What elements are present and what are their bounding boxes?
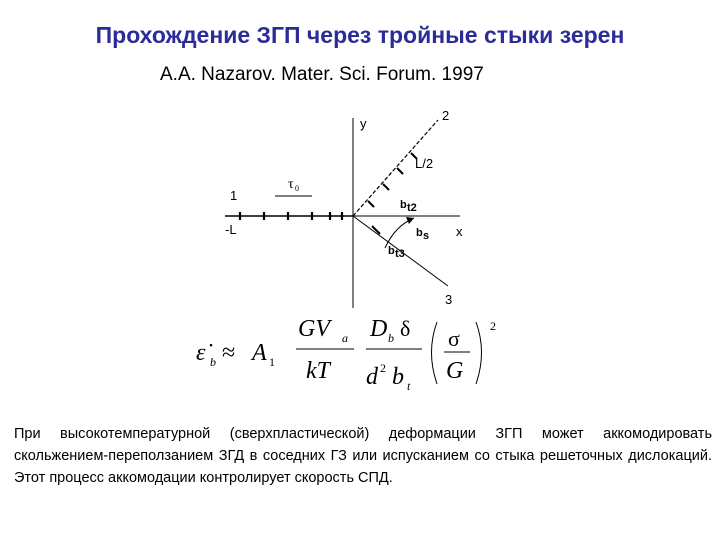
b-t3-sub-label: t3: [395, 248, 405, 260]
formula-den2-d: d: [366, 364, 378, 390]
b-t3-label: b: [388, 245, 395, 257]
strain-rate-formula: [192, 312, 512, 392]
formula-lhs-sub: b: [210, 355, 216, 369]
minus-L-label: -L: [225, 222, 237, 237]
formula-num1-sub: a: [342, 331, 348, 345]
slide-title: Прохождение ЗГП через тройные стыки зерен: [95, 22, 625, 48]
formula-num3: σ: [448, 326, 460, 351]
formula-power: 2: [490, 319, 496, 333]
formula-coef: A: [252, 340, 267, 366]
formula-den3: G: [446, 358, 464, 384]
formula-den2-b-sub: t: [407, 379, 411, 392]
triple-junction-diagram: [220, 108, 490, 313]
reference-citation: A.A. Nazarov. Mater. Sci. Forum. 1997: [160, 64, 484, 85]
formula-left-paren: [432, 322, 438, 384]
formula-num2-delta: δ: [400, 316, 411, 341]
formula-approx: ≈: [222, 340, 236, 366]
b-t2-label: b: [400, 199, 407, 211]
formula-den2-b: b: [392, 364, 404, 390]
formula-den1: kT: [306, 358, 330, 384]
formula-num1: GV: [298, 316, 330, 342]
b-s-sub-label: s: [423, 230, 430, 242]
b-s-label: b: [416, 227, 423, 239]
boundary-2-label: 2: [442, 108, 450, 123]
boundary-2-dislocations: [368, 153, 417, 207]
x-axis-label: x: [456, 224, 463, 239]
description-paragraph: При высокотемпературной (сверхпластической) деформации ЗГП может аккомодировать скольжением-переползанием ЗГД в соседних ГЗ или испусканием со стыка решеточных дислокаций. Этот процесс аккомодации контролирует скорость СПД.: [14, 426, 712, 486]
b-t2-sub-label: t2: [407, 202, 417, 214]
formula-num2-sub: b: [388, 331, 394, 345]
y-axis-label: y: [360, 116, 367, 131]
formula-den2-exp: 2: [380, 361, 386, 375]
half-L-label: L/2: [415, 156, 434, 171]
tau-sub-label: 0: [295, 184, 299, 193]
tau-label: τ: [288, 177, 294, 192]
formula-num2: D: [370, 316, 388, 342]
boundary-1-label: 1: [230, 188, 238, 203]
formula-right-paren: [476, 322, 482, 384]
boundary-3-label: 3: [445, 292, 453, 307]
formula-coef-sub: 1: [269, 355, 275, 369]
formula-lhs: ε̇: [196, 340, 206, 366]
b-s-arrowhead: [406, 217, 414, 224]
